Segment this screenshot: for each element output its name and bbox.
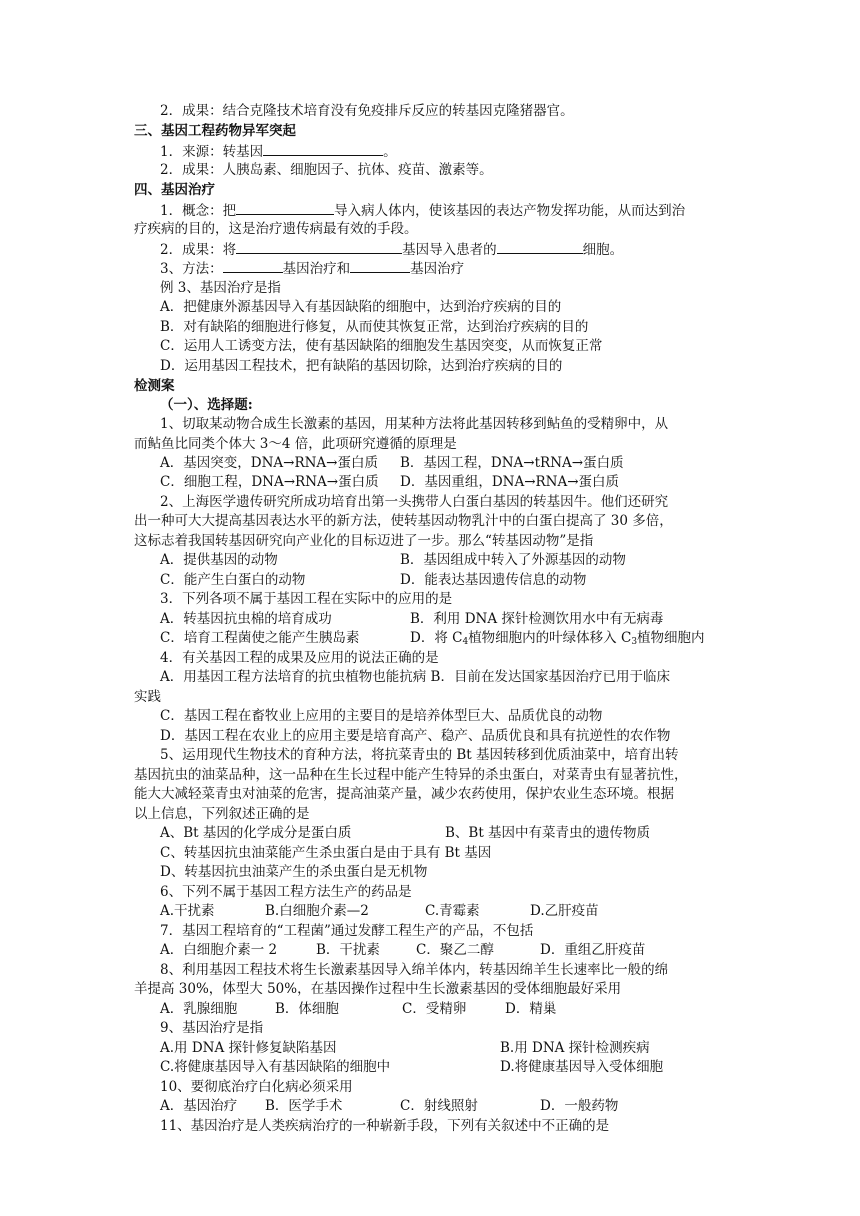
fill-blank[interactable] [223,259,283,273]
question-line: 基因抗虫的油菜品种，这一品种在生长过程中能产生特异的杀虫蛋白，对菜青虫有显著抗性， [134,767,688,783]
text-span: 2．成果：将 [160,242,237,258]
subsection-heading: （一）、选择题: [160,397,253,413]
option-line: C．培育工程菌使之能产生胰岛素 [160,630,360,646]
fill-blank[interactable] [263,142,383,156]
option-line: A．用基因工程方法培育的抗虫植物也能抗病 B．目前在发达国家基因治疗已用于临床 [160,669,670,685]
option-line: C.青霉素 [425,903,480,919]
option-line: A、Bt 基因的化学成分是蛋白质 [160,825,352,841]
question-line: 羊提高 30%，体型大 50%，在基因操作过程中生长激素基因的受体细胞最好采用 [134,981,622,997]
option-line: D．一般药物 [540,1098,619,1114]
text-span: 。 [383,144,397,160]
question-line: 2、上海医学遗传研究所成功培育出第一头携带人白蛋白基因的转基因牛。他们还研究 [160,494,669,510]
question-line: 9、基因治疗是指 [160,1020,264,1036]
option-line: D．重组乙肝疫苗 [540,942,646,958]
subscript: 4 [462,637,469,647]
option-line: A.干扰素 [160,903,215,919]
option-line: B．干扰素 [316,942,380,958]
text-line [160,259,464,278]
option-line: B、Bt 基因中有菜青虫的遗传物质 [445,825,651,841]
section-heading: 四、基因治疗 [134,182,215,198]
text-line [160,240,623,259]
option-line: C、转基因抗虫油菜能产生杀虫蛋白是由于具有 Bt 基因 [160,845,492,861]
option-line: A.用 DNA 探针修复缺陷基因 [160,1040,337,1056]
option-line: D．基因重组，DNA→RNA→蛋白质 [400,474,620,490]
question-line: 5、运用现代生物技术的育种方法，将抗菜青虫的 Bt 基因转移到优质油菜中，培育出转 [160,747,679,763]
fill-blank[interactable] [236,240,402,254]
question-line: 以上信息，下列叙述正确的是 [134,806,310,822]
option-line: D．运用基因工程技术，把有缺陷的基因切除，达到治疗疾病的目的 [160,358,563,374]
text-span: 基因治疗和 [282,261,351,277]
option-line: D．精巢 [505,1001,557,1017]
text-line: 疗疾病的目的，这是治疗遗传病最有效的手段。 [134,221,418,237]
text-line: 2．成果：结合克隆技术培育没有免疫排斥反应的转基因克隆猪器官。 [160,103,574,119]
option-line: A．基因治疗 [160,1098,238,1114]
option-line: A．乳腺细胞 [160,1001,238,1017]
text-line [160,142,397,161]
question-line: 这标志着我国转基因研究向产业化的目标迈进了一步。那么“转基因动物”是指 [134,533,594,549]
text-span: 3、方法： [160,261,223,277]
text-span: 基因治疗 [410,261,465,277]
option-line: D．能表达基因遗传信息的动物 [400,572,587,588]
section-heading: 检测案 [134,378,175,394]
subscript: 3 [631,637,638,647]
option-line: A．转基因抗虫棉的培育成功 [160,611,332,627]
text-line [160,201,685,220]
option-line: A．白细胞介素一 2 [160,942,278,958]
question-line: 10、要彻底治疗白化病必须采用 [160,1079,353,1095]
text-span: 植物细胞内的叶绿体移入 C [468,630,632,646]
option-line: B.用 DNA 探针检测疾病 [500,1040,650,1056]
text-span: D．将 C [410,630,463,646]
option-line: B．基因工程，DNA→tRNA→蛋白质 [400,455,624,471]
option-line [410,629,705,648]
text-span: 基因导入患者的 [402,242,497,258]
option-line: A．提供基因的动物 [160,552,278,568]
question-line: 4．有关基因工程的成果及应用的说法正确的是 [160,650,439,666]
option-line: B．基因组成中转入了外源基因的动物 [400,552,626,568]
question-line: 3．下列各项不属于基因工程在实际中的应用的是 [160,591,453,607]
section-heading: 三、基因工程药物异军突起 [134,123,296,139]
fill-blank[interactable] [497,240,583,254]
option-line: D、转基因抗虫油菜产生的杀虫蛋白是无机物 [160,864,428,880]
question-line: 而鲇鱼比同类个体大 3～4 倍，此项研究遵循的原理是 [134,436,457,452]
example-question: 例 3、基因治疗是指 [160,280,281,296]
question-line: 出一种可大大提高基因表达水平的新方法，使转基因动物乳汁中的白蛋白提高了 30 多倍， [134,513,673,529]
option-line: C．能产生白蛋白的动物 [160,572,306,588]
option-line: C．受精卵 [402,1001,467,1017]
option-line: B．对有缺陷的细胞进行修复，从而使其恢复正常，达到治疗疾病的目的 [160,319,589,335]
option-line: D.将健康基因导入受体细胞 [500,1059,664,1075]
question-line: 6、下列不属于基因工程方法生产的药品是 [160,884,412,900]
text-span: 导入病人体内，使该基因的表达产物发挥功能，从而达到治 [334,203,686,219]
option-line: D．基因工程在农业上的应用主要是培育高产、稳产、品质优良和具有抗逆性的农作物 [160,728,671,744]
option-line: C．基因工程在畜牧业上应用的主要目的是培养体型巨大、品质优良的动物 [160,708,603,724]
text-span: 1．来源：转基因 [160,144,264,160]
option-line: C．细胞工程，DNA→RNA→蛋白质 [160,474,379,490]
text-span: 1．概念：把 [160,203,237,219]
fill-blank[interactable] [350,259,410,273]
option-line: 实践 [134,689,161,705]
option-line: D.乙肝疫苗 [530,903,599,919]
question-line: 11、基因治疗是人类疾病治疗的一种崭新手段，下列有关叙述中不正确的是 [160,1118,610,1134]
option-line: A．把健康外源基因导入有基因缺陷的细胞中，达到治疗疾病的目的 [160,299,562,315]
option-line: C．聚乙二醇 [416,942,494,958]
fill-blank[interactable] [236,201,334,215]
option-line: B．体细胞 [275,1001,339,1017]
text-line: 2．成果：人胰岛素、细胞因子、抗体、疫苗、激素等。 [160,162,493,178]
option-line: C.将健康基因导入有基因缺陷的细胞中 [160,1059,391,1075]
question-line: 1、切取某动物合成生长激素的基因，用某种方法将此基因转移到鲇鱼的受精卵中，从 [160,416,669,432]
option-line: A．基因突变，DNA→RNA→蛋白质 [160,455,378,471]
option-line: B．医学手术 [265,1098,343,1114]
option-line: C．射线照射 [400,1098,478,1114]
option-line: B．利用 DNA 探针检测饮用水中有无病毒 [410,611,664,627]
text-span: 植物细胞内 [637,630,705,646]
question-line: 7．基因工程培育的“工程菌”通过发酵工程生产的产品，不包括 [160,923,534,939]
question-line: 8、利用基因工程技术将生长激素基因导入绵羊体内，转基因绵羊生长速率比一般的绵 [160,962,669,978]
question-line: 能大大减轻菜青虫对油菜的危害，提高油菜产量，减少农药使用，保护农业生态环境。根据 [134,786,674,802]
option-line: B.白细胞介素—2 [265,903,369,919]
text-span: 细胞。 [582,242,624,258]
option-line: C．运用人工诱变方法，使有基因缺陷的细胞发生基因突变，从而恢复正常 [160,338,603,354]
